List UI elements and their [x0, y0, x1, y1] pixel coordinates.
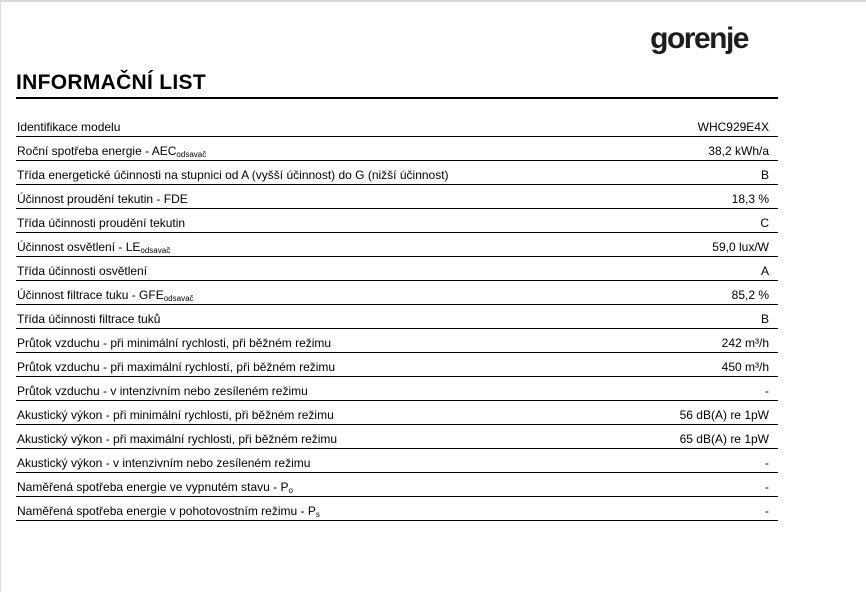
row-label-text: Naměřená spotřeba energie ve vypnutém stavu - P — [17, 480, 289, 495]
row-value: - — [765, 384, 769, 399]
row-label — [16, 432, 337, 446]
row-label — [16, 264, 147, 278]
gorenje-logo: gorenje — [650, 22, 748, 55]
table-row — [16, 137, 778, 161]
row-label — [16, 408, 334, 422]
row-label-text: Akustický výkon - v intenzivním nebo zesíleném režimu — [17, 456, 311, 471]
row-label-text: Třída účinnosti proudění tekutin — [17, 216, 186, 231]
row-label-text: Identifikace modelu — [17, 120, 121, 135]
row-label-text: Naměřená spotřeba energie v pohotovostním režimu - P — [17, 504, 316, 519]
row-label — [16, 144, 206, 158]
row-value: - — [765, 456, 769, 471]
row-value: C — [760, 216, 769, 231]
table-row — [16, 281, 778, 305]
table-row — [16, 233, 778, 257]
row-value: B — [760, 312, 769, 327]
row-label — [16, 216, 185, 230]
row-label — [16, 360, 335, 374]
row-label — [16, 336, 331, 350]
table-row — [16, 185, 778, 209]
row-value: - — [765, 504, 769, 519]
table-row — [16, 113, 778, 137]
row-label-text: Účinnost proudění tekutin - FDE — [17, 192, 188, 207]
table-row — [16, 401, 778, 425]
row-label-subscript: o — [288, 486, 293, 496]
row-value: 450 m³/h — [721, 360, 769, 375]
table-row — [16, 161, 778, 185]
row-label-text: Akustický výkon - při maximální rychlosti, při běžném režimu — [17, 432, 338, 447]
row-value: - — [765, 480, 769, 495]
document-page — [16, 2, 778, 521]
row-label-text: Průtok vzduchu - při minimální rychlosti, při běžném režimu — [17, 336, 332, 351]
row-label — [16, 480, 293, 494]
row-label — [16, 288, 194, 302]
row-label — [16, 240, 170, 254]
row-label-text: Třída účinnosti osvětlení — [17, 264, 148, 279]
row-label — [16, 384, 308, 398]
row-value: 18,3 % — [731, 192, 769, 207]
table-row — [16, 257, 778, 281]
table-row — [16, 209, 778, 233]
table-row — [16, 449, 778, 473]
row-value: 85,2 % — [731, 288, 769, 303]
table-row — [16, 329, 778, 353]
row-label — [16, 504, 320, 518]
row-label-text: Akustický výkon - při minimální rychlosti, při běžném režimu — [17, 408, 334, 423]
row-label-text: Účinnost osvětlení - LE — [17, 240, 141, 255]
row-label-subscript: s — [315, 510, 320, 520]
row-label-subscript: odsavač — [140, 246, 171, 256]
row-label — [16, 168, 449, 182]
row-label — [16, 312, 160, 326]
row-value: 65 dB(A) re 1pW — [679, 432, 769, 447]
row-label — [16, 120, 120, 134]
row-label-subscript: odsavač — [163, 294, 194, 304]
row-label-text: Roční spotřeba energie - AEC — [17, 144, 177, 159]
page-title: INFORMAČNÍ LIST — [16, 71, 778, 99]
row-label — [16, 192, 188, 206]
row-label-subscript: odsavač — [176, 150, 207, 160]
row-label-text: Účinnost filtrace tuku - GFE — [17, 288, 164, 303]
row-label-text: Průtok vzduchu - v intenzivním nebo zesíleném režimu — [17, 384, 308, 399]
table-row — [16, 473, 778, 497]
row-label-text: Průtok vzduchu - při maximální rychlostí, při běžném režimu — [17, 360, 336, 375]
table-row — [16, 305, 778, 329]
row-value: B — [760, 168, 769, 183]
row-value: WHC929E4X — [697, 120, 769, 135]
row-label — [16, 456, 310, 470]
table-row — [16, 353, 778, 377]
row-label-text: Třída energetické účinnosti na stupnici od A (vyšší účinnost) do G (nižší účinnost) — [17, 168, 449, 183]
row-value: 242 m³/h — [721, 336, 769, 351]
row-value: 38,2 kWh/a — [708, 144, 769, 159]
info-table — [16, 113, 778, 521]
row-label-text: Třída účinnosti filtrace tuků — [17, 312, 161, 327]
row-value: 59,0 lux/W — [712, 240, 769, 255]
table-row — [16, 377, 778, 401]
table-row — [16, 497, 778, 521]
table-row — [16, 425, 778, 449]
row-value: A — [760, 264, 769, 279]
row-value: 56 dB(A) re 1pW — [679, 408, 769, 423]
